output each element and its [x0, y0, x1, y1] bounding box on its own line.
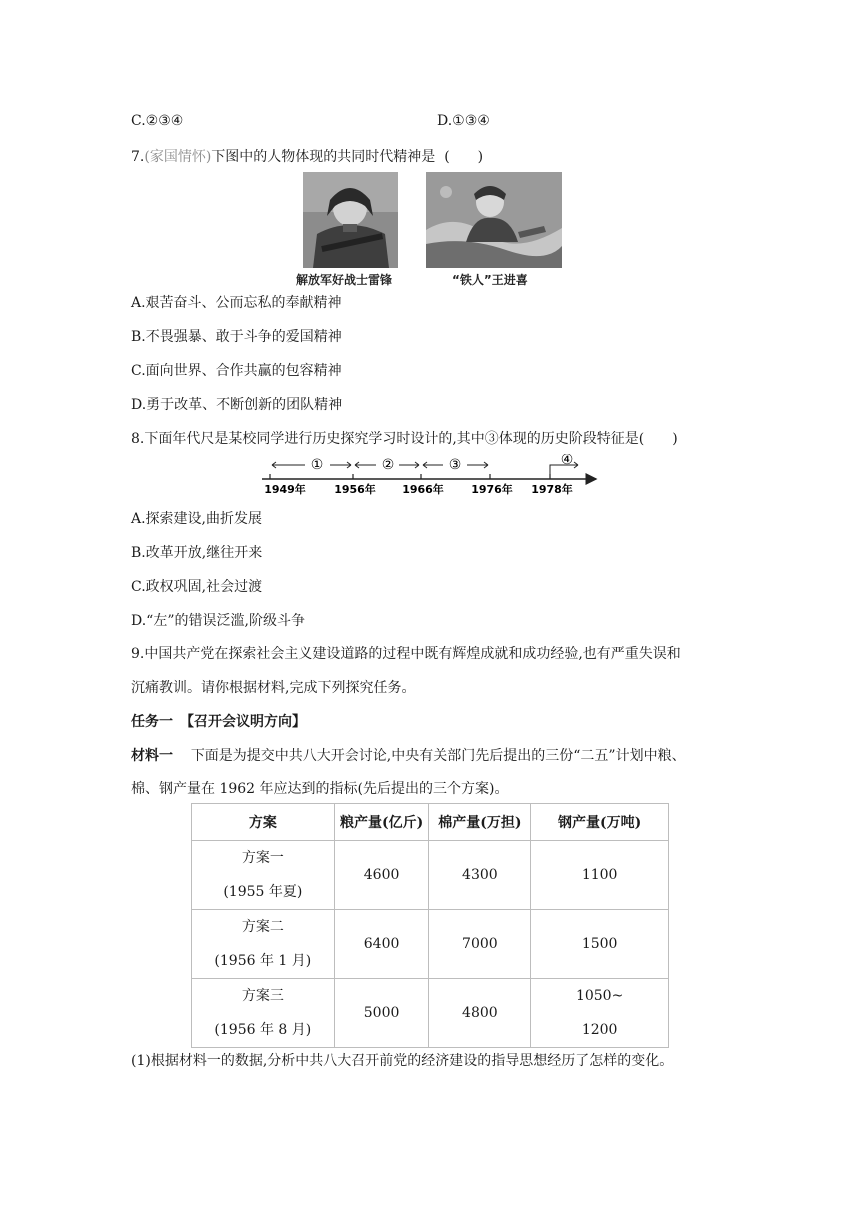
plan-name: 方案三: [241, 988, 284, 1004]
table-header-row: [192, 804, 669, 841]
timeline-year-1976: 1976年: [471, 483, 513, 496]
steel-cell: [531, 979, 669, 1048]
timeline-label-3: ③: [448, 457, 462, 473]
plan-name-cell: [192, 910, 335, 979]
q9-stem-line1: 9.中国共产党在探索社会主义建设道路的过程中既有辉煌成就和成功经验,也有严重失误和: [131, 646, 681, 662]
q8-option-c: C.政权巩固,社会过渡: [131, 579, 263, 595]
q9-sub1: (1)根据材料一的数据,分析中共八大召开前党的经济建设的指导思想经历了怎样的变化。: [131, 1053, 674, 1069]
plan-name-cell: [192, 841, 335, 910]
plan-name: 方案二: [241, 919, 284, 935]
cotton-cell: 4300: [429, 841, 531, 910]
steel-range-end: 1200: [581, 1022, 618, 1038]
timeline-ruler: [258, 454, 603, 496]
q7-number: 7.: [131, 149, 145, 165]
timeline-year-1949: 1949年: [264, 483, 306, 496]
timeline-label-4: ④: [560, 454, 574, 468]
table-header: 粮产量(亿斤): [334, 804, 429, 841]
q7-option-a: A.艰苦奋斗、公而忘私的奉献精神: [131, 295, 342, 311]
timeline-label-1: ①: [310, 457, 324, 473]
q7-option-c: C.面向世界、合作共赢的包容精神: [131, 363, 342, 379]
table-row: [192, 841, 669, 910]
task-title: 任务一 【召开会议明方向】: [131, 714, 306, 730]
plan-table: [191, 803, 669, 1048]
q8-option-b: B.改革开放,继往开来: [131, 545, 263, 561]
q6-option-d: D.①③④: [437, 113, 490, 129]
grain-cell: 4600: [334, 841, 429, 910]
cotton-cell: 4800: [429, 979, 531, 1048]
material-line2: 棉、钢产量在 1962 年应达到的指标(先后提出的三个方案)。: [131, 781, 509, 797]
q7-option-b: B.不畏强暴、敢于斗争的爱国精神: [131, 329, 342, 345]
table-header: 棉产量(万担): [429, 804, 531, 841]
q9-stem-line2: 沉痛教训。请你根据材料,完成下列探究任务。: [131, 680, 416, 696]
timeline-year-1978: 1978年: [531, 483, 573, 496]
table-row: [192, 979, 669, 1048]
q8-option-a: A.探索建设,曲折发展: [131, 511, 263, 527]
q8-option-d: D.“左”的错误泛滥,阶级斗争: [131, 613, 305, 629]
material-label: 材料一: [131, 748, 173, 764]
material-text1: 下面是为提交中共八大开会讨论,中央有关部门先后提出的三份“二五”计划中粮、: [190, 748, 686, 764]
timeline-year-1966: 1966年: [402, 483, 444, 496]
timeline-label-2: ②: [381, 457, 395, 473]
timeline-year-1956: 1956年: [334, 483, 376, 496]
steel-cell: 1100: [531, 841, 669, 910]
worker-caption: “铁人”王进喜: [452, 273, 528, 287]
table-header: 钢产量(万吨): [531, 804, 669, 841]
steel-cell: 1500: [531, 910, 669, 979]
table-header: 方案: [192, 804, 335, 841]
soldier-caption: 解放军好战士雷锋: [296, 273, 393, 287]
plan-date: (1956 年 8 月): [214, 1022, 312, 1038]
grain-cell: 6400: [334, 910, 429, 979]
grain-cell: 5000: [334, 979, 429, 1048]
q7-stem: [131, 146, 483, 166]
cotton-cell: 7000: [429, 910, 531, 979]
plan-date: (1956 年 1 月): [214, 953, 312, 969]
q7-tag: (家国情怀): [144, 149, 212, 165]
steel-range-start: 1050~: [575, 988, 624, 1004]
plan-name: 方案一: [241, 850, 284, 866]
table-row: [192, 910, 669, 979]
worker-photo: [426, 172, 562, 268]
q7-stem-text: 下图中的人物体现的共同时代精神是: [211, 149, 436, 165]
plan-date: (1955 年夏): [223, 884, 303, 900]
q7-option-d: D.勇于改革、不断创新的团队精神: [131, 397, 343, 413]
q8-stem: 8.下面年代尺是某校同学进行历史探究学习时设计的,其中③体现的历史阶段特征是( ): [131, 431, 678, 447]
soldier-photo: [303, 172, 398, 268]
material-line1: [131, 745, 686, 765]
q7-answer-paren: ( ): [444, 149, 484, 165]
q6-option-c: C.②③④: [131, 113, 184, 129]
plan-name-cell: [192, 979, 335, 1048]
